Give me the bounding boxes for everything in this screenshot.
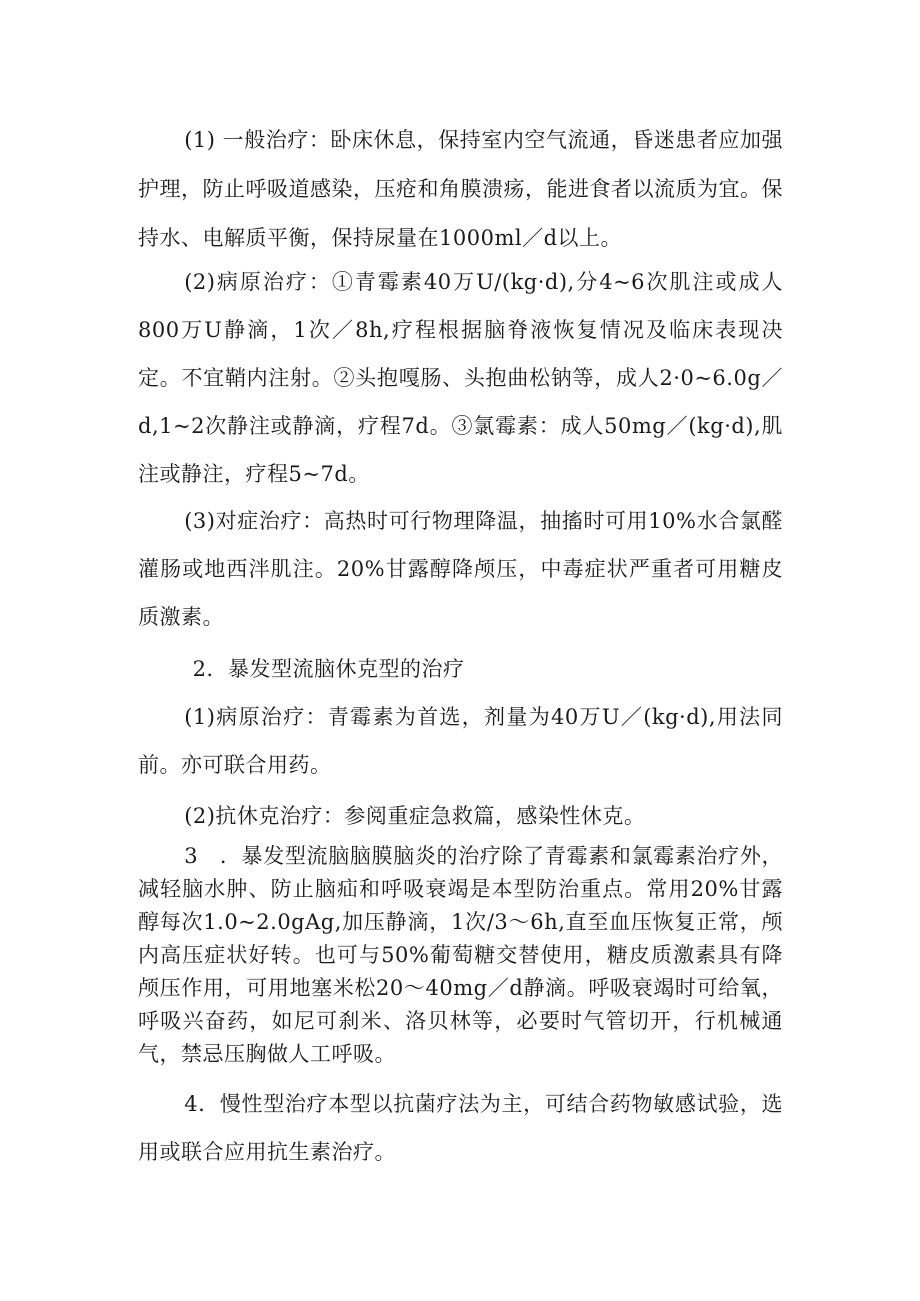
paragraph-chronic-type: 4．慢性型治疗本型以抗菌疗法为主，可结合药物敏感试验，选用或联合应用抗生素治疗。 (138, 1092, 783, 1164)
paragraph-general-treatment: (1) 一般治疗：卧床休息，保持室内空气流通，昏迷患者应加强护理，防止呼吸道感染，压疮和角膜溃疡，能进食者以流质为宜。保持水、电解质平衡，保持尿量在1000ml／d以上。 (138, 128, 783, 250)
paragraph-meningoencephalitis-type: 3 ．暴发型流脑脑膜脑炎的治疗除了青霉素和氯霉素治疗外，减轻脑水肿、防止脑疝和呼吸衰竭是本型防治重点。常用20%甘露醇每次1.0~2.0gAg,加压静滴，1次/3～6h,直至血压恢复正常，颅内高压症状好转。也可与50%葡萄糖交替使用，糖皮质激素具有降颅压作用，可用地塞米松20～40mg／d静滴。呼吸衰竭时可给氧，呼吸兴奋药，如尼可刹米、洛贝林等，必要时气管切开，行机械通气，禁忌压胸做人工呼吸。 (138, 844, 783, 1066)
paragraph-symptomatic-treatment: (3)对症治疗：高热时可行物理降温，抽搐时可用10%水合氯醛灌肠或地西泮肌注。20%甘露醇降颅压，中毒症状严重者可用糖皮质激素。 (138, 509, 783, 629)
paragraph-anti-shock: (2)抗休克治疗：参阅重症急救篇，感染性休克。 (184, 804, 646, 828)
section-heading-shock-type: 2．暴发型流脑休克型的治疗 (192, 657, 465, 681)
paragraph-etiological-treatment: (2)病原治疗：①青霉素40万U/(kg·d),分4~6次肌注或成人800万U静滴，1次／8h,疗程根据脑脊液恢复情况及临床表现决定。不宜鞘内注射。②头抱嘎肠、头抱曲松钠等，成人2·0~6.0g／d,1~2次静注或静滴，疗程7d。③氯霉素：成人50mg／(kg·d),肌注或静注，疗程5~7d。 (138, 270, 783, 486)
paragraph-shock-etiological: (1)病原治疗：青霉素为首选，剂量为40万U／(kg·d),用法同前。亦可联合用药。 (138, 705, 783, 777)
